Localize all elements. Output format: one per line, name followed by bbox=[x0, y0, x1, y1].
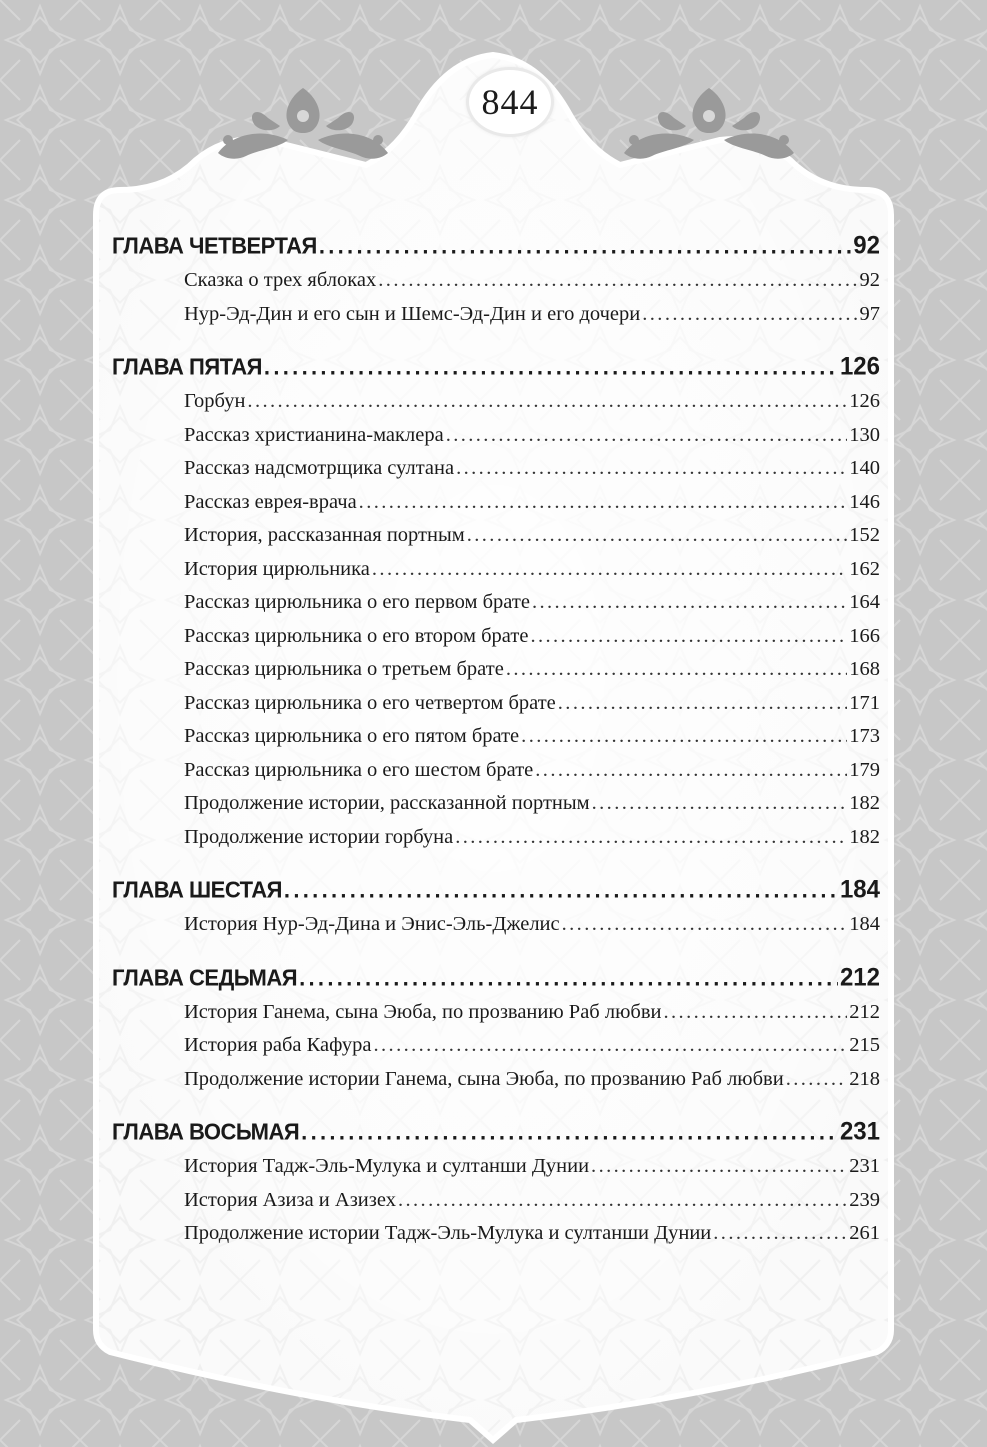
story-title: История Тадж-Эль-Мулука и султанши Дунии bbox=[184, 1155, 590, 1177]
story-entry bbox=[112, 1184, 880, 1218]
story-entry bbox=[112, 754, 880, 788]
story-entry bbox=[112, 1029, 880, 1063]
story-page: 152 bbox=[849, 524, 880, 546]
story-entry bbox=[112, 385, 880, 419]
story-entry bbox=[112, 586, 880, 620]
story-page: 92 bbox=[859, 269, 880, 291]
chapter-page: 184 bbox=[839, 875, 880, 904]
story-page: 261 bbox=[849, 1222, 880, 1244]
story-page: 182 bbox=[849, 792, 880, 814]
chapter-heading bbox=[112, 1113, 880, 1151]
story-title: Рассказ надсмотрщика султана bbox=[184, 457, 455, 479]
story-title: Продолжение истории Тадж-Эль-Мулука и султанши Дунии bbox=[184, 1222, 712, 1244]
chapter-page: 212 bbox=[839, 962, 880, 992]
story-title: Рассказ христианина-маклера bbox=[184, 423, 444, 446]
story-entry bbox=[112, 1150, 880, 1184]
dot-leader bbox=[664, 996, 848, 1030]
story-page: 164 bbox=[849, 591, 880, 613]
dot-leader bbox=[398, 1184, 847, 1218]
story-title: Рассказ цирюльника о его первом брате bbox=[184, 591, 530, 613]
dot-leader bbox=[374, 1029, 848, 1063]
dot-leader bbox=[372, 553, 847, 587]
dot-leader bbox=[530, 620, 847, 654]
chapter-block bbox=[112, 228, 880, 331]
story-page: 166 bbox=[849, 624, 880, 647]
chapter-block bbox=[112, 1114, 880, 1251]
dot-leader bbox=[532, 586, 847, 620]
chapter-block bbox=[112, 872, 880, 942]
dot-leader bbox=[456, 452, 847, 486]
story-title: Рассказ еврея-врача bbox=[184, 490, 357, 513]
story-entry bbox=[112, 264, 880, 298]
chapter-page: 231 bbox=[839, 1117, 880, 1146]
story-page: 179 bbox=[849, 758, 880, 781]
chapter-title: ГЛАВА ПЯТАЯ bbox=[112, 353, 262, 380]
ornament-left-icon bbox=[208, 78, 398, 168]
dot-leader bbox=[284, 871, 838, 909]
story-entry bbox=[112, 996, 880, 1030]
story-title: Продолжение истории Ганема, сына Эюба, по прозванию Раб любви bbox=[184, 1067, 784, 1090]
story-entry bbox=[112, 298, 880, 332]
story-page: 168 bbox=[849, 658, 880, 680]
story-entry bbox=[112, 653, 880, 687]
story-page: 171 bbox=[849, 691, 880, 714]
chapter-heading bbox=[112, 871, 880, 909]
chapter-block bbox=[112, 349, 880, 854]
story-entry bbox=[112, 821, 880, 855]
page-number: 844 bbox=[469, 70, 551, 134]
story-entry bbox=[112, 787, 880, 821]
story-title: Рассказ цирюльника о его втором брате bbox=[184, 624, 529, 647]
dot-leader bbox=[562, 908, 848, 942]
story-page: 126 bbox=[849, 390, 880, 412]
story-entry bbox=[112, 687, 880, 721]
story-entry bbox=[112, 419, 880, 453]
story-title: Рассказ цирюльника о его четвертом брате bbox=[184, 691, 556, 714]
chapter-title: ГЛАВА ВОСЬМАЯ bbox=[112, 1118, 300, 1145]
dot-leader bbox=[299, 959, 838, 997]
dot-leader bbox=[558, 687, 847, 721]
chapter-title: ГЛАВА ЧЕТВЕРТАЯ bbox=[112, 232, 317, 259]
dot-leader bbox=[467, 519, 848, 553]
dot-leader bbox=[713, 1217, 847, 1251]
dot-leader bbox=[359, 486, 848, 520]
story-page: 140 bbox=[849, 457, 880, 479]
story-page: 231 bbox=[849, 1155, 880, 1177]
chapter-heading bbox=[112, 959, 880, 997]
story-entry bbox=[112, 1063, 880, 1097]
dot-leader bbox=[264, 348, 838, 386]
story-page: 215 bbox=[849, 1034, 880, 1056]
story-entry bbox=[112, 486, 880, 520]
dot-leader bbox=[455, 821, 847, 855]
dot-leader bbox=[521, 720, 847, 754]
dot-leader bbox=[642, 298, 857, 332]
story-page: 239 bbox=[849, 1188, 880, 1211]
story-title: Горбун bbox=[184, 390, 246, 412]
dot-leader bbox=[506, 653, 847, 687]
story-entry bbox=[112, 452, 880, 486]
story-page: 218 bbox=[849, 1067, 880, 1090]
story-entry bbox=[112, 1217, 880, 1251]
story-title: Рассказ цирюльника о третьем брате bbox=[184, 658, 504, 680]
chapter-heading bbox=[112, 227, 880, 265]
story-title: Сказка о трех яблоках bbox=[184, 269, 377, 291]
dot-leader bbox=[592, 787, 848, 821]
ornament-right-icon bbox=[614, 78, 804, 168]
story-page: 162 bbox=[849, 557, 880, 580]
story-page: 182 bbox=[849, 825, 880, 848]
dot-leader bbox=[446, 419, 848, 453]
story-entry bbox=[112, 519, 880, 553]
story-title: Продолжение истории горбуна bbox=[184, 825, 454, 848]
story-title: История Ганема, сына Эюба, по прозванию Раб любви bbox=[184, 1000, 662, 1023]
story-title: Рассказ цирюльника о его шестом брате bbox=[184, 758, 534, 781]
story-page: 184 bbox=[849, 913, 880, 935]
dot-leader bbox=[378, 264, 857, 298]
story-title: История раба Кафура bbox=[184, 1034, 372, 1056]
dot-leader bbox=[301, 1113, 838, 1151]
story-page: 97 bbox=[859, 302, 880, 325]
dot-leader bbox=[535, 754, 847, 788]
story-page: 173 bbox=[849, 725, 880, 747]
story-page: 212 bbox=[849, 1000, 880, 1023]
dot-leader bbox=[786, 1063, 848, 1097]
story-title: История цирюльника bbox=[184, 557, 370, 580]
story-title: История Азиза и Азизех bbox=[184, 1188, 396, 1211]
chapter-block bbox=[112, 960, 880, 1097]
dot-leader bbox=[591, 1150, 847, 1184]
story-title: Нур-Эд-Дин и его сын и Шемс-Эд-Дин и его дочери bbox=[184, 302, 641, 325]
story-page: 146 bbox=[849, 490, 880, 513]
dot-leader bbox=[247, 385, 847, 419]
story-entry bbox=[112, 620, 880, 654]
story-page: 130 bbox=[849, 423, 880, 446]
table-of-contents bbox=[112, 228, 880, 1269]
chapter-page: 92 bbox=[853, 231, 880, 260]
story-title: История, рассказанная портным bbox=[184, 524, 465, 546]
chapter-title: ГЛАВА СЕДЬМАЯ bbox=[112, 963, 298, 991]
chapter-heading bbox=[112, 348, 880, 386]
story-entry bbox=[112, 553, 880, 587]
story-entry bbox=[112, 720, 880, 754]
story-title: Рассказ цирюльника о его пятом брате bbox=[184, 725, 520, 747]
chapter-page: 126 bbox=[839, 352, 880, 381]
chapter-title: ГЛАВА ШЕСТАЯ bbox=[112, 876, 282, 903]
dot-leader bbox=[319, 227, 851, 265]
story-title: Продолжение истории, рассказанной портным bbox=[184, 792, 590, 814]
story-entry bbox=[112, 908, 880, 942]
story-title: История Нур-Эд-Дина и Энис-Эль-Джелис bbox=[184, 913, 560, 935]
